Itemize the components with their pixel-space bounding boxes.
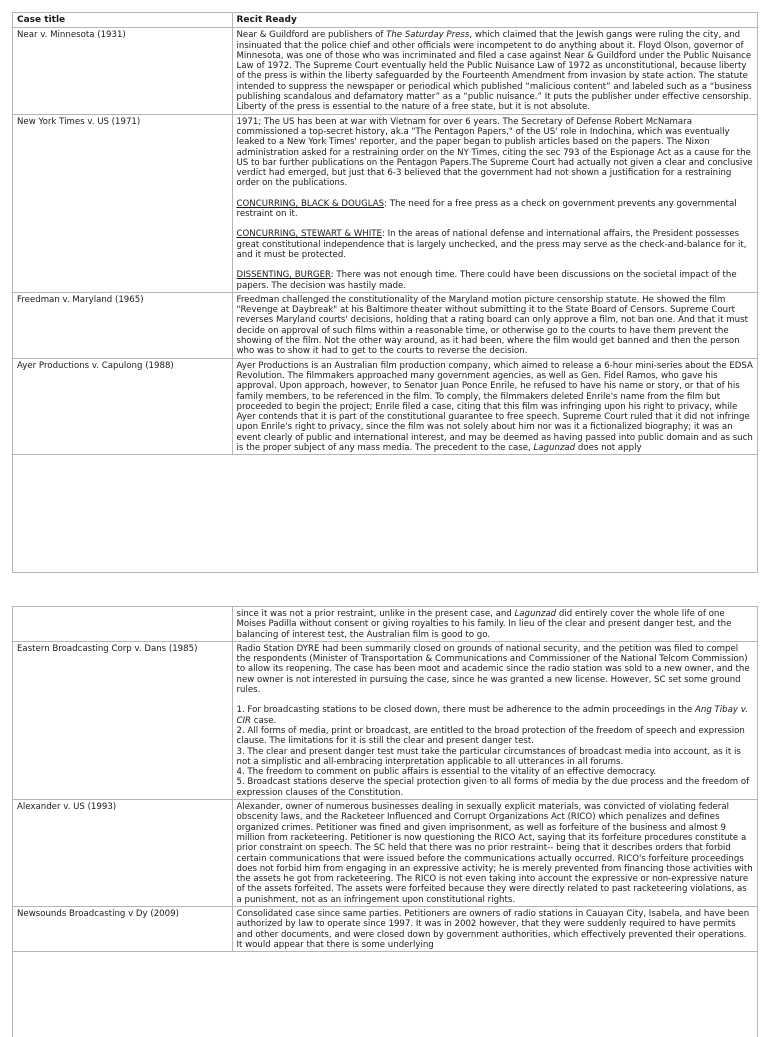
rule-item xyxy=(237,705,754,726)
table-row xyxy=(13,292,757,358)
table-row xyxy=(13,800,757,907)
rule-text: case. xyxy=(251,715,277,726)
opinion-paragraph xyxy=(237,199,754,220)
table-row xyxy=(13,641,757,799)
opinion-text: : In the areas of national defense and international affairs, the President possesses great constitutional independence that is largely unchecked, and the press may serve as the check-and-balance for it, and it must be protected. xyxy=(236,229,747,260)
summary-text: , which claimed that the Jewish gangs were ruling the city, and insinuated that the police chief and other officials were incompetent to do anything about it. Floyd Olson, governor of Minnesota, was one of those who was incriminated and filed a case against Near & Guildford under the Public Nuisance Law of 1972. The Supreme Court eventually held the Public Nuisance Law of 1972 as unconstitutional, because liberty of the press is within the liberty safeguarded by the Fourteenth Amendment from invasion by state action. The statute intended to suppress the newspaper or periodical which published “malicious content” and labeled such as a “business publishing scandalous and defamatory matter” as a “public nuisance.” It puts the publisher under effective censorship. Liberty of the press is essential to the nature of a free state, but it is not absolute. xyxy=(236,30,752,113)
table-header-row xyxy=(13,13,757,28)
case-title: Near v. Minnesota (1931) xyxy=(13,28,232,114)
opinion-text: : There was not enough time. There could have been discussions on the societal impact of the papers. The decision was hastily made. xyxy=(236,270,737,291)
summary-text: does not apply xyxy=(575,442,642,453)
rule-item: 2. All forms of media, print or broadcast, are entitled to the broad protection of the freedom of speech and expression clause. The limitations for it is still the clear and present danger test. xyxy=(236,725,745,747)
case-title: Alexander v. US (1993) xyxy=(13,800,232,907)
rule-item: 5. Broadcast stations deserve the special protection given to all forms of media by the due process and the freedom of expression clauses of the Constitution. xyxy=(236,777,750,798)
case-title: Freedman v. Maryland (1965) xyxy=(13,292,232,358)
rule-italic: Ang Tibay v. CIR xyxy=(236,705,748,726)
case-title: Ayer Productions v. Capulong (1988) xyxy=(13,358,232,455)
table-row-continued xyxy=(13,607,757,641)
rule-item: 4. The freedom to comment on public affairs is essential to the vitality of an effective democracy. xyxy=(236,767,657,778)
summary-italic: The Saturday Press xyxy=(386,30,470,41)
summary-text: Ayer Productions is an Australian film production company, which aimed to release a 6-hour mini-series about the EDSA Revolution. The filmmakers approached many government agencies, as well as Gen. Fidel Ramos, who gave his approval. Upon approach, however, to Senator Juan Ponce Enrile, he refused to have his name or story, or that of his family members, to be referenced in the film. To comply, the filmmakers deleted Enrile's name from the film but proceeded to begin the project; Enrile filed a case, citing that this film was infringing upon his right to privacy, while Ayer contends that it is part of the constitutional guarantee to free speech. Supreme Court ruled that it did not infringe upon Enrile's right to privacy, since the film was not solely about him nor was it a fictionalized biography; it was an event clearly of public and international interest, and may be deemed as having passed into public domain and as such is the proper subject of any mass media. The precedent to the case, xyxy=(236,360,753,453)
rule-text: 1. For broadcasting stations to be closed down, there must be adherence to the admin proceedings in the xyxy=(236,705,695,716)
opinion-label: DISSENTING, BURGER xyxy=(236,270,331,281)
opinion-label: CONCURRING, STEWART & WHITE xyxy=(236,229,382,240)
summary-italic: Lagunzad xyxy=(533,442,576,453)
column-header-case-title: Case title xyxy=(13,13,232,28)
case-title: Eastern Broadcasting Corp v. Dans (1985) xyxy=(13,641,232,799)
case-summary: Freedman challenged the constitutionality of the Maryland motion picture censorship statute. He showed the film "Revenge at Daybreak" at his Baltimore theater without submitting it to the State Board of Censors. Supreme Court reverses Maryland courts' decisions, holding that a rating board can only approve a film, not ban one. And that it must decide on approval of such films within a reasonable time, or otherwise go to the courts to have them prevent the showing of the film. Not the other way around, as it had been, where the film would get banned and then the person who was to show it had to get to the courts to reverse the decision. xyxy=(232,292,757,358)
case-summary xyxy=(232,358,757,455)
case-summary: Consolidated case since same parties. Petitioners are owners of radio stations in Cauayan City, Isabela, and have been authorized by law to operate since 1997. It was in 2002 however, that they were suddenly required to have permits and other documents, and were closed down by government authorities, which effectively prevented their operations. It would appear that there is some underlying xyxy=(232,907,757,952)
case-summary xyxy=(232,114,757,292)
case-summary xyxy=(232,641,757,799)
document-page-1 xyxy=(12,12,758,573)
opinion-paragraph xyxy=(237,270,754,291)
table-row xyxy=(13,358,757,455)
document-page-2 xyxy=(12,606,758,1037)
summary-paragraph: Radio Station DYRE had been summarily closed on grounds of national security, and the petition was filed to compel the respondents (Minister of Transportation & Communications and Commissioner of the National Telcom Commission) to allow its reopening. The case has been moot and academic since the radio station was sold to a new owner, and the new owner is not interested in pursuing the case, since he was granted a new license. However, SC set some ground rules. xyxy=(236,643,750,696)
rule-item: 3. The clear and present danger test must take the particular circumstances of broadcast media into account, as it is not a simplistic and all-embracing interpretation applicable to all utterances in all forums. xyxy=(236,746,741,767)
opinion-text: : The need for a free press as a check on government prevents any governmental restraint on it. xyxy=(236,198,737,220)
column-header-recit-ready: Recit Ready xyxy=(232,13,757,28)
summary-text: did entirely cover the whole life of one Moises Padilla without consent or giving royalties to his family. In lieu of the clear and present danger test, and the balancing of interest test, the Australian film is good to go. xyxy=(236,609,732,640)
case-title: Newsounds Broadcasting v Dy (2009) xyxy=(13,907,232,952)
summary-italic: Lagunzad xyxy=(514,609,557,619)
case-table-page-1 xyxy=(13,13,757,455)
summary-paragraph: 1971; The US has been at war with Vietnam for over 6 years. The Secretary of Defense Robert McNamara commissioned a top-secret history, ak.a "The Pentagon Papers," of the US' role in Indochina, which was eventually leaked to a New York Times' reporter, and the paper began to publish articles based on the papers. The Nixon administration asked for a restraining order on the NY Times, citing the sec 793 of the Espionage Act as a cause for the US to bar further publications on the Pentagon Papers.The Supreme Court had actually not given a clear and conclusive verdict had emerged, but just that 6-3 believed that the government had not shown a justification for a restraining order on the publications. xyxy=(236,116,753,189)
case-table-page-2 xyxy=(13,607,757,952)
table-row xyxy=(13,114,757,292)
summary-text: Near & Guildford are publishers of xyxy=(236,30,387,41)
table-row xyxy=(13,907,757,952)
case-title-empty xyxy=(13,607,232,641)
case-summary-continued xyxy=(232,607,757,641)
case-title: New York Times v. US (1971) xyxy=(13,114,232,292)
opinion-label: CONCURRING, BLACK & DOUGLAS xyxy=(236,198,385,209)
table-row xyxy=(13,28,757,114)
case-summary: Alexander, owner of numerous businesses dealing in sexually explicit materials, was convicted of violating federal obscenity laws, and the Racketeer Influenced and Corrupt Organizations Act (RICO) which penalizes and defines organized crimes. Petitioner was fined and given imprisonment, as well as forfeiture of the business and almost 9 million from racketeering. Petitioner is now questioning the RICO Act, saying that its forfeiture procedures constitute a prior constraint on speech. The SC held that there was no prior restraint-- being that it describes orders that forbid certain communications that were issued before the communications actually occurred. RICO's forfeiture proceedings does not forbid him from engaging in an expressive activity; he is merely prevented from financing those activities with the assets he got from racketeering. The RICO is not even taking into account the expressive or non-expressive nature of the assets forfeited. The assets were forfeited because they were directly related to past racketeering violations, as a punishment, not as an infringement upon constitutional rights. xyxy=(232,800,757,907)
opinion-paragraph xyxy=(237,229,754,260)
summary-text: since it was not a prior restraint, unlike in the present case, and xyxy=(236,609,515,619)
case-summary xyxy=(232,28,757,114)
